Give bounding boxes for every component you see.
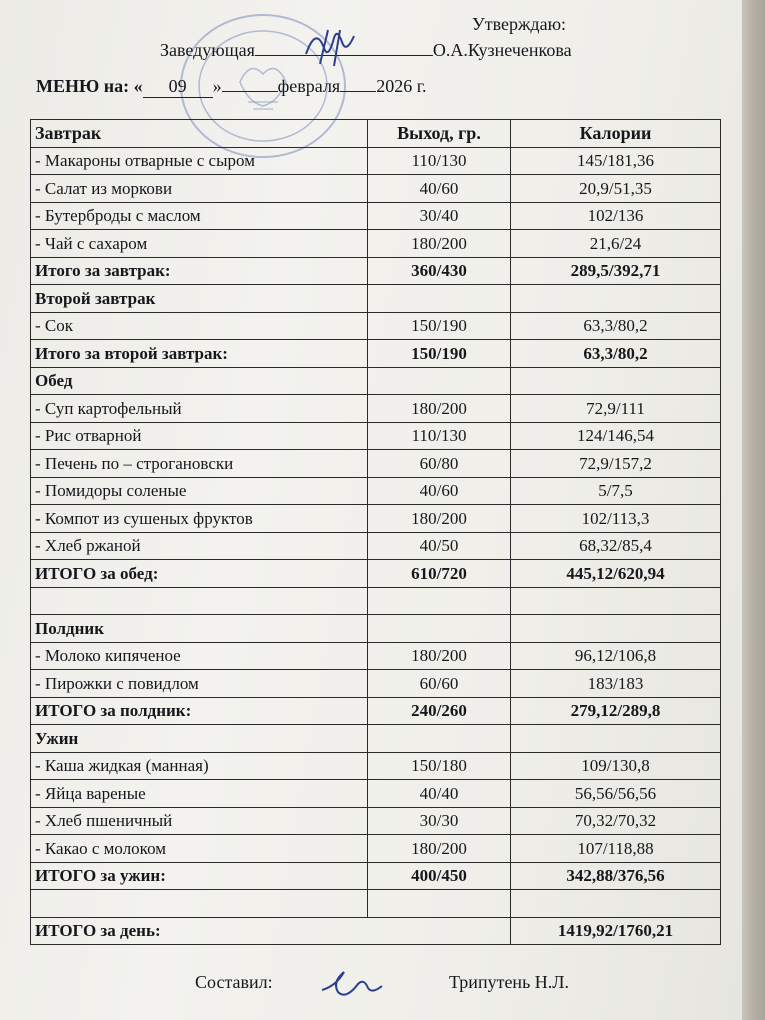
- table-row: [31, 697, 721, 725]
- dish-name-cell: - Компот из сушеных фруктов: [31, 505, 368, 533]
- calories-cell: 102/113,3: [511, 505, 721, 533]
- weight-cell: 180/200: [368, 642, 511, 670]
- calories-cell: [511, 587, 721, 615]
- menu-month: февраля: [277, 76, 341, 96]
- table-row: [31, 670, 721, 698]
- dish-name-cell: - Яйца вареные: [31, 780, 368, 808]
- weight-cell: 110/130: [368, 147, 511, 175]
- table-row: [31, 395, 721, 423]
- dish-name-cell: - Сок: [31, 312, 368, 340]
- dish-name-cell: Итого за второй завтрак:: [31, 340, 368, 368]
- menu-date-line: [36, 76, 427, 98]
- table-row: [31, 642, 721, 670]
- calories-cell: 63,3/80,2: [511, 340, 721, 368]
- manager-signature-line: [255, 39, 433, 56]
- table-row: [31, 587, 721, 615]
- dish-name-cell: - Рис отварной: [31, 422, 368, 450]
- calories-cell: 107/118,88: [511, 835, 721, 863]
- table-row: [31, 257, 721, 285]
- weight-cell: 180/200: [368, 505, 511, 533]
- dish-name-cell: - Помидоры соленые: [31, 477, 368, 505]
- composed-label: Составил:: [195, 972, 273, 992]
- weight-cell: 400/450: [368, 862, 511, 890]
- weight-cell: 180/200: [368, 395, 511, 423]
- dish-name-cell: Итого за завтрак:: [31, 257, 368, 285]
- weight-cell: 30/40: [368, 202, 511, 230]
- weight-cell: 60/60: [368, 670, 511, 698]
- column-header-meal: Завтрак: [31, 120, 368, 148]
- weight-cell: 110/130: [368, 422, 511, 450]
- menu-year: 2026 г.: [376, 76, 427, 96]
- weight-cell: 180/200: [368, 835, 511, 863]
- table-row: [31, 890, 721, 918]
- dish-name-cell: - Чай с сахаром: [31, 230, 368, 258]
- table-header-row: [31, 120, 721, 148]
- dish-name-cell: - Бутерброды с маслом: [31, 202, 368, 230]
- calories-cell: [511, 615, 721, 643]
- dish-name-cell: - Какао с молоком: [31, 835, 368, 863]
- approval-heading: Утверждаю:: [472, 14, 567, 34]
- weight-cell: 40/60: [368, 477, 511, 505]
- calories-cell: 21,6/24: [511, 230, 721, 258]
- table-row: [31, 367, 721, 395]
- calories-cell: 145/181,36: [511, 147, 721, 175]
- table-row: [31, 422, 721, 450]
- calories-cell: 63,3/80,2: [511, 312, 721, 340]
- table-row: [31, 477, 721, 505]
- weight-cell: [368, 615, 511, 643]
- table-row: [31, 615, 721, 643]
- table-row: [31, 505, 721, 533]
- weight-cell: 360/430: [368, 257, 511, 285]
- dish-name-cell: - Салат из моркови: [31, 175, 368, 203]
- table-row: [31, 202, 721, 230]
- weight-cell: 30/30: [368, 807, 511, 835]
- dish-name-cell: ИТОГО за полдник:: [31, 697, 368, 725]
- calories-cell: 72,9/157,2: [511, 450, 721, 478]
- menu-table-body: [31, 147, 721, 945]
- dish-name-cell: [31, 587, 368, 615]
- table-row: [31, 862, 721, 890]
- column-header-weight: Выход, гр.: [368, 120, 511, 148]
- calories-cell: 342,88/376,56: [511, 862, 721, 890]
- weight-cell: 150/190: [368, 340, 511, 368]
- weight-cell: 180/200: [368, 230, 511, 258]
- weight-cell: [368, 890, 511, 918]
- dish-name-cell: ИТОГО за ужин:: [31, 862, 368, 890]
- menu-day: 09: [143, 76, 213, 98]
- weight-cell: 240/260: [368, 697, 511, 725]
- calories-cell: 70,32/70,32: [511, 807, 721, 835]
- table-row: [31, 147, 721, 175]
- menu-day-close: »: [212, 76, 222, 96]
- calories-cell: 68,32/85,4: [511, 532, 721, 560]
- table-row: [31, 725, 721, 753]
- dish-name-cell: - Молоко кипяченое: [31, 642, 368, 670]
- composer-name: Трипутень Н.Л.: [449, 972, 569, 992]
- weight-cell: 40/40: [368, 780, 511, 808]
- weight-cell: 150/190: [368, 312, 511, 340]
- dish-name-cell: - Хлеб ржаной: [31, 532, 368, 560]
- dish-name-cell: - Хлеб пшеничный: [31, 807, 368, 835]
- menu-table: [30, 119, 721, 945]
- calories-cell: [511, 725, 721, 753]
- paper-edge-shadow: [742, 0, 765, 1020]
- calories-cell: [511, 890, 721, 918]
- day-total-row: [31, 917, 721, 945]
- weight-cell: 40/60: [368, 175, 511, 203]
- calories-cell: 56,56/56,56: [511, 780, 721, 808]
- dish-name-cell: - Каша жидкая (манная): [31, 752, 368, 780]
- weight-cell: [368, 367, 511, 395]
- dish-name-cell: Ужин: [31, 725, 368, 753]
- dish-name-cell: ИТОГО за обед:: [31, 560, 368, 588]
- dish-name-cell: - Пирожки с повидлом: [31, 670, 368, 698]
- weight-cell: 40/50: [368, 532, 511, 560]
- calories-cell: [511, 285, 721, 313]
- calories-cell: 96,12/106,8: [511, 642, 721, 670]
- table-row: [31, 835, 721, 863]
- manager-label: Заведующая: [160, 40, 255, 60]
- table-row: [31, 312, 721, 340]
- table-row: [31, 560, 721, 588]
- calories-cell: 5/7,5: [511, 477, 721, 505]
- table-row: [31, 780, 721, 808]
- table-row: [31, 230, 721, 258]
- calories-cell: 183/183: [511, 670, 721, 698]
- weight-cell: [368, 285, 511, 313]
- table-row: [31, 450, 721, 478]
- calories-cell: 289,5/392,71: [511, 257, 721, 285]
- table-row: [31, 532, 721, 560]
- weight-cell: 60/80: [368, 450, 511, 478]
- calories-cell: 109/130,8: [511, 752, 721, 780]
- table-row: [31, 752, 721, 780]
- manager-name: О.А.Кузнеченкова: [432, 40, 572, 60]
- day-total-calories: 1419,92/1760,21: [511, 917, 721, 945]
- dish-name-cell: - Макароны отварные с сыром: [31, 147, 368, 175]
- dish-name-cell: [31, 890, 368, 918]
- manager-line: [160, 39, 572, 61]
- table-row: [31, 285, 721, 313]
- calories-cell: 124/146,54: [511, 422, 721, 450]
- calories-cell: 279,12/289,8: [511, 697, 721, 725]
- weight-cell: [368, 725, 511, 753]
- table-row: [31, 340, 721, 368]
- dish-name-cell: Второй завтрак: [31, 285, 368, 313]
- column-header-calories: Калории: [511, 120, 721, 148]
- calories-cell: 72,9/111: [511, 395, 721, 423]
- table-row: [31, 807, 721, 835]
- weight-cell: 610/720: [368, 560, 511, 588]
- dish-name-cell: Полдник: [31, 615, 368, 643]
- weight-cell: [368, 587, 511, 615]
- calories-cell: 445,12/620,94: [511, 560, 721, 588]
- calories-cell: [511, 367, 721, 395]
- dish-name-cell: Обед: [31, 367, 368, 395]
- weight-cell: 150/180: [368, 752, 511, 780]
- menu-label: МЕНЮ на: «: [36, 76, 143, 96]
- table-row: [31, 175, 721, 203]
- dish-name-cell: - Печень по – строгановски: [31, 450, 368, 478]
- dish-name-cell: - Суп картофельный: [31, 395, 368, 423]
- day-total-label: ИТОГО за день:: [31, 917, 511, 945]
- calories-cell: 102/136: [511, 202, 721, 230]
- calories-cell: 20,9/51,35: [511, 175, 721, 203]
